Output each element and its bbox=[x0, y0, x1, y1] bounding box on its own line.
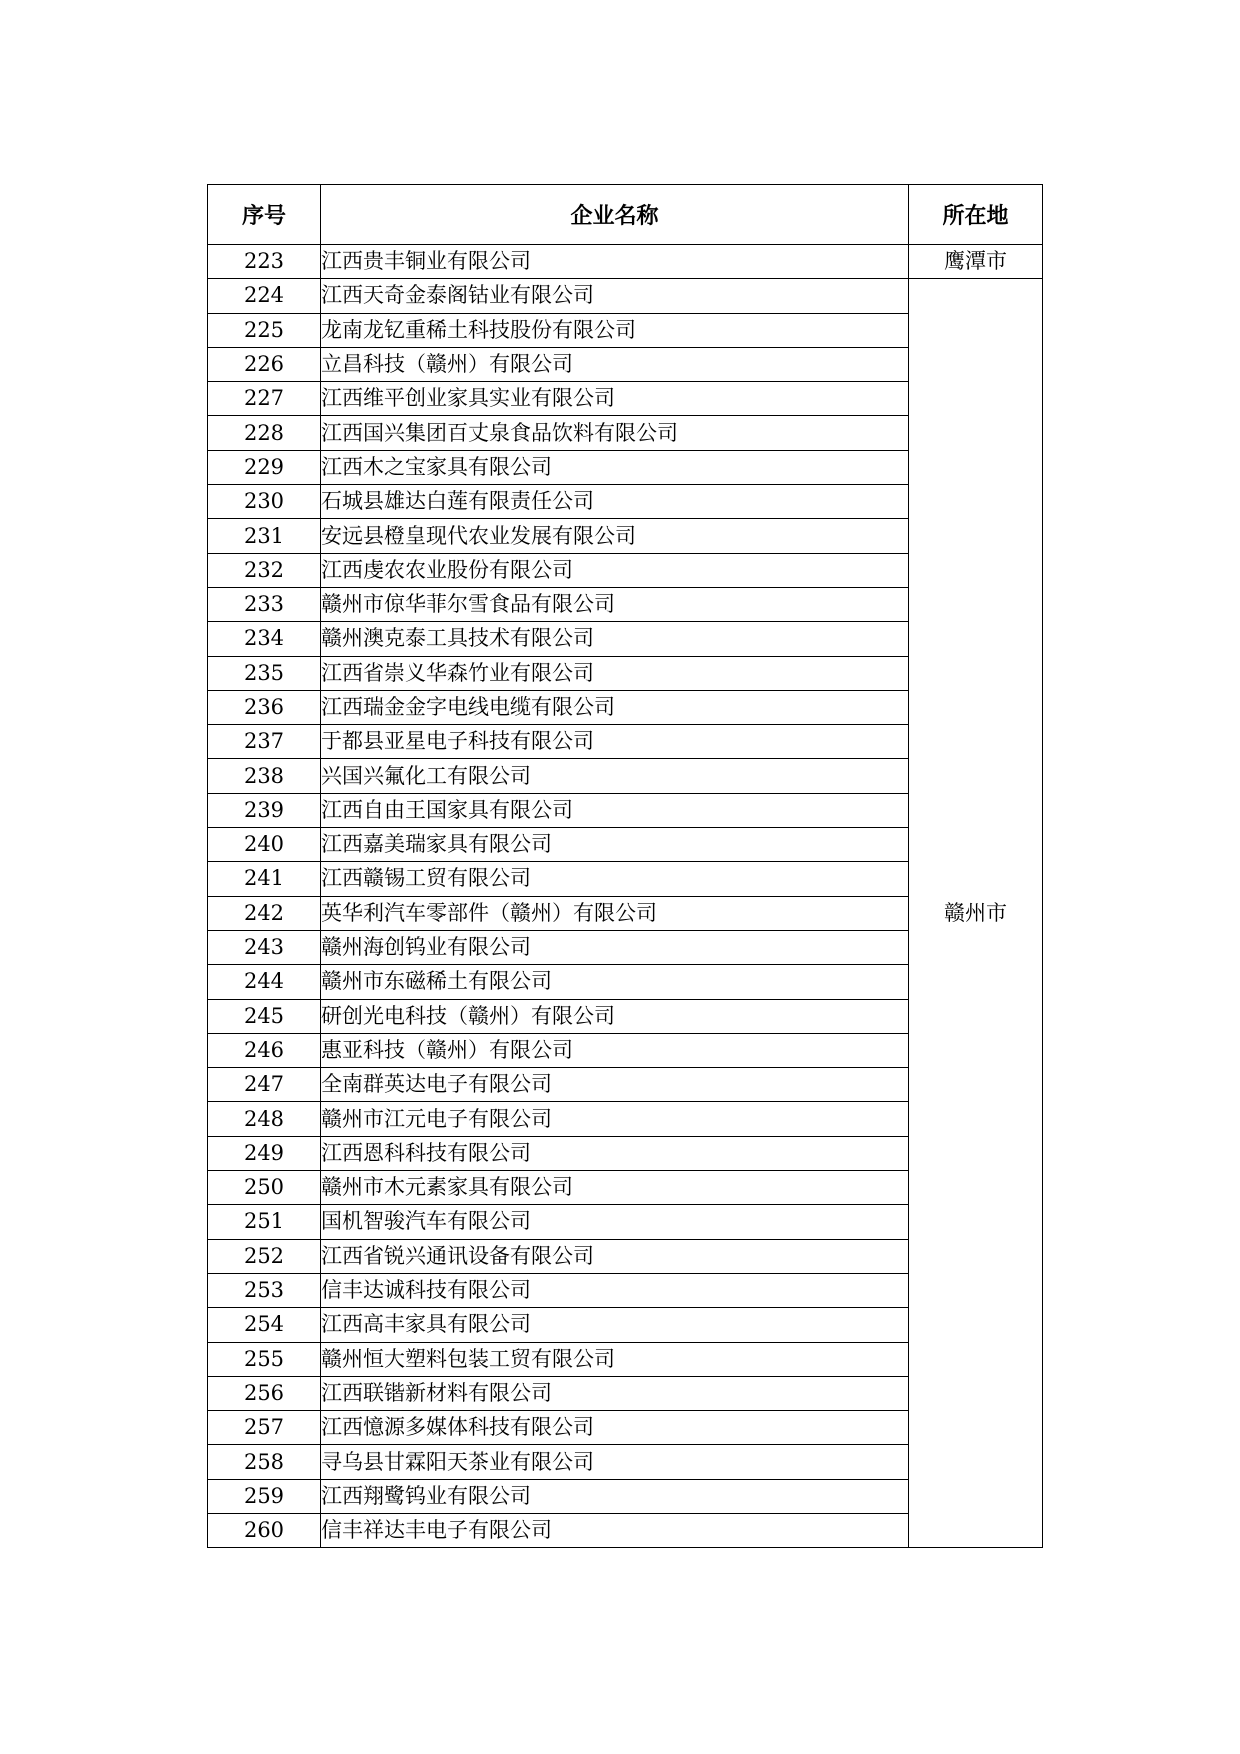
row-enterprise-name: 赣州海创钨业有限公司 bbox=[321, 930, 909, 964]
row-enterprise-name: 立昌科技（赣州）有限公司 bbox=[321, 347, 909, 381]
table-body bbox=[208, 245, 1043, 1548]
group-location: 赣州市 bbox=[909, 279, 1043, 1548]
row-number: 238 bbox=[208, 759, 321, 793]
row-enterprise-name: 江西维平创业家具实业有限公司 bbox=[321, 382, 909, 416]
row-number: 260 bbox=[208, 1513, 321, 1547]
row-number: 223 bbox=[208, 245, 321, 279]
row-number: 233 bbox=[208, 587, 321, 621]
row-number: 224 bbox=[208, 279, 321, 313]
row-number: 256 bbox=[208, 1376, 321, 1410]
row-number: 240 bbox=[208, 828, 321, 862]
row-enterprise-name: 赣州市东磁稀土有限公司 bbox=[321, 965, 909, 999]
row-number: 237 bbox=[208, 725, 321, 759]
row-enterprise-name: 江西虔农农业股份有限公司 bbox=[321, 553, 909, 587]
row-number: 234 bbox=[208, 622, 321, 656]
row-number: 228 bbox=[208, 416, 321, 450]
row-number: 245 bbox=[208, 999, 321, 1033]
row-enterprise-name: 江西嘉美瑞家具有限公司 bbox=[321, 828, 909, 862]
row-number: 243 bbox=[208, 930, 321, 964]
row-number: 246 bbox=[208, 1033, 321, 1067]
row-enterprise-name: 江西木之宝家具有限公司 bbox=[321, 450, 909, 484]
table-row bbox=[208, 245, 1043, 279]
row-number: 239 bbox=[208, 793, 321, 827]
row-enterprise-name: 江西省崇义华森竹业有限公司 bbox=[321, 656, 909, 690]
row-enterprise-name: 国机智骏汽车有限公司 bbox=[321, 1205, 909, 1239]
row-number: 250 bbox=[208, 1171, 321, 1205]
row-enterprise-name: 兴国兴氟化工有限公司 bbox=[321, 759, 909, 793]
row-number: 257 bbox=[208, 1411, 321, 1445]
row-number: 230 bbox=[208, 485, 321, 519]
table-row bbox=[208, 279, 1043, 313]
row-enterprise-name: 研创光电科技（赣州）有限公司 bbox=[321, 999, 909, 1033]
row-enterprise-name: 信丰达诚科技有限公司 bbox=[321, 1273, 909, 1307]
row-number: 259 bbox=[208, 1479, 321, 1513]
row-enterprise-name: 信丰祥达丰电子有限公司 bbox=[321, 1513, 909, 1547]
row-enterprise-name: 英华利汽车零部件（赣州）有限公司 bbox=[321, 896, 909, 930]
row-enterprise-name: 赣州市木元素家具有限公司 bbox=[321, 1171, 909, 1205]
row-enterprise-name: 江西憶源多媒体科技有限公司 bbox=[321, 1411, 909, 1445]
row-number: 249 bbox=[208, 1136, 321, 1170]
row-number: 252 bbox=[208, 1239, 321, 1273]
row-number: 232 bbox=[208, 553, 321, 587]
row-enterprise-name: 赣州恒大塑料包装工贸有限公司 bbox=[321, 1342, 909, 1376]
row-enterprise-name: 江西恩科科技有限公司 bbox=[321, 1136, 909, 1170]
row-enterprise-name: 江西联锴新材料有限公司 bbox=[321, 1376, 909, 1410]
row-enterprise-name: 全南群英达电子有限公司 bbox=[321, 1068, 909, 1102]
row-enterprise-name: 江西国兴集团百丈泉食品饮料有限公司 bbox=[321, 416, 909, 450]
header-number: 序号 bbox=[208, 185, 321, 245]
row-number: 242 bbox=[208, 896, 321, 930]
row-enterprise-name: 于都县亚星电子科技有限公司 bbox=[321, 725, 909, 759]
row-number: 226 bbox=[208, 347, 321, 381]
table-header-row bbox=[208, 185, 1043, 245]
row-number: 225 bbox=[208, 313, 321, 347]
row-number: 247 bbox=[208, 1068, 321, 1102]
group-location: 鹰潭市 bbox=[909, 245, 1043, 279]
row-enterprise-name: 赣州市倞华菲尔雪食品有限公司 bbox=[321, 587, 909, 621]
row-number: 236 bbox=[208, 690, 321, 724]
row-number: 231 bbox=[208, 519, 321, 553]
header-location: 所在地 bbox=[909, 185, 1043, 245]
row-enterprise-name: 江西贵丰铜业有限公司 bbox=[321, 245, 909, 279]
row-enterprise-name: 龙南龙钇重稀土科技股份有限公司 bbox=[321, 313, 909, 347]
row-enterprise-name: 江西赣锡工贸有限公司 bbox=[321, 862, 909, 896]
row-enterprise-name: 惠亚科技（赣州）有限公司 bbox=[321, 1033, 909, 1067]
row-number: 248 bbox=[208, 1102, 321, 1136]
header-name: 企业名称 bbox=[321, 185, 909, 245]
row-enterprise-name: 江西翔鹭钨业有限公司 bbox=[321, 1479, 909, 1513]
row-number: 254 bbox=[208, 1308, 321, 1342]
row-enterprise-name: 安远县橙皇现代农业发展有限公司 bbox=[321, 519, 909, 553]
row-number: 251 bbox=[208, 1205, 321, 1239]
row-number: 253 bbox=[208, 1273, 321, 1307]
row-number: 255 bbox=[208, 1342, 321, 1376]
row-enterprise-name: 江西省锐兴通讯设备有限公司 bbox=[321, 1239, 909, 1273]
row-enterprise-name: 江西天奇金泰阁钴业有限公司 bbox=[321, 279, 909, 313]
row-number: 227 bbox=[208, 382, 321, 416]
row-enterprise-name: 赣州市江元电子有限公司 bbox=[321, 1102, 909, 1136]
row-enterprise-name: 赣州澳克泰工具技术有限公司 bbox=[321, 622, 909, 656]
row-enterprise-name: 寻乌县甘霖阳天茶业有限公司 bbox=[321, 1445, 909, 1479]
row-enterprise-name: 江西高丰家具有限公司 bbox=[321, 1308, 909, 1342]
row-number: 258 bbox=[208, 1445, 321, 1479]
row-enterprise-name: 石城县雄达白莲有限责任公司 bbox=[321, 485, 909, 519]
row-enterprise-name: 江西瑞金金字电线电缆有限公司 bbox=[321, 690, 909, 724]
row-number: 241 bbox=[208, 862, 321, 896]
row-number: 235 bbox=[208, 656, 321, 690]
row-enterprise-name: 江西自由王国家具有限公司 bbox=[321, 793, 909, 827]
enterprise-table bbox=[207, 184, 1043, 1548]
row-number: 244 bbox=[208, 965, 321, 999]
row-number: 229 bbox=[208, 450, 321, 484]
